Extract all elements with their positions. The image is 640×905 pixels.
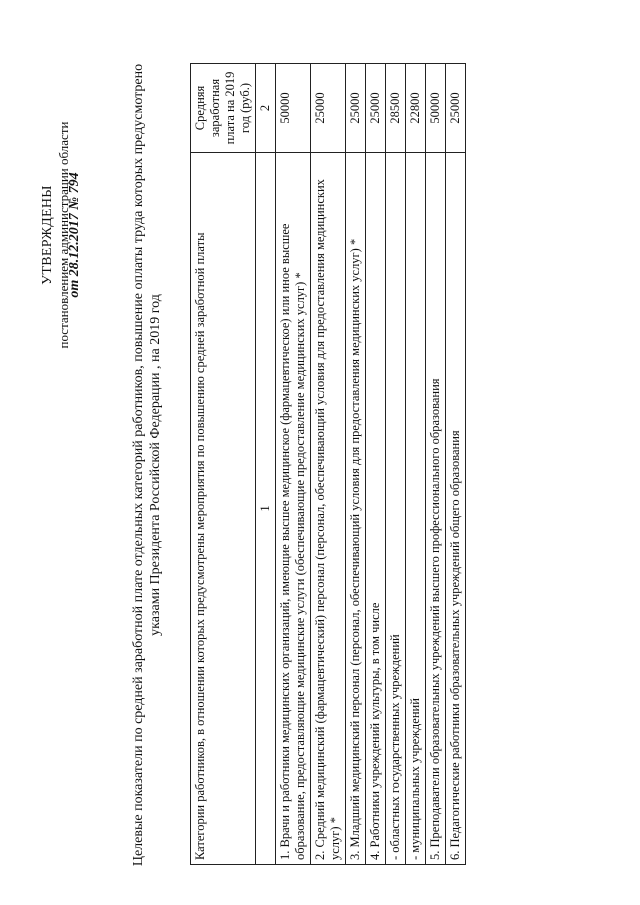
column-number-row (256, 64, 276, 865)
salary-value-cell: 25000 (366, 64, 386, 153)
category-cell: 2. Средний медицинский (фармацевтический) персонал (персонал, обеспечивающий условия для предоставления медицинских услуг) * (311, 153, 346, 865)
column-number-1: 1 (256, 153, 276, 865)
salary-value-cell: 25000 (311, 64, 346, 153)
approved-handwritten-date: от 28.12.2017 № 794 (67, 172, 82, 298)
category-cell: 5. Преподаватели образовательных учреждений высшего профессионального образования (426, 153, 446, 865)
salary-value-cell: 50000 (426, 64, 446, 153)
column-header-categories: Категории работников, в отношении которых предусмотрены мероприятия по повышению средней заработной платы (191, 153, 256, 865)
salary-value-cell: 50000 (276, 64, 311, 153)
category-cell: 6. Педагогические работники образовательных учреждений общего образования (446, 153, 466, 865)
approved-heading: УТВЕРЖДЕНЫ (40, 185, 55, 285)
salary-value-cell: 25000 (346, 64, 366, 153)
category-cell: - областных государственных учреждений (386, 153, 406, 865)
salary-value-cell: 25000 (446, 64, 466, 153)
category-cell: 3. Младший медицинский персонал (персонал, обеспечивающий условия для предоставления медицинских услуг) * (346, 153, 366, 865)
salary-targets-table (190, 63, 466, 865)
table-row (386, 64, 406, 865)
table-row (446, 64, 466, 865)
table-row (366, 64, 386, 865)
table-row (426, 64, 446, 865)
approved-decree-line: постановлением администрации области (56, 121, 71, 349)
category-cell: 1. Врачи и работники медицинских организаций, имеющие высшее медицинское (фармацевтическое) или иное высшее образование, предоставляющие медицинские услуги (обеспечивающие предоставление медицинских услуг) * (276, 153, 311, 865)
column-number-2: 2 (256, 64, 276, 153)
table-row (346, 64, 366, 865)
salary-value-cell: 22800 (406, 64, 426, 153)
table-row (406, 64, 426, 865)
table-row (276, 64, 311, 865)
table-row (311, 64, 346, 865)
category-cell: - муниципальных учреждений (406, 153, 426, 865)
document-title: Целевые показатели по средней заработной плате отдельных категорий работников, повышение оплаты труда которых предусмотрено указами Президента Российской Федерации , на 2019 год (131, 63, 163, 867)
approval-block (40, 70, 82, 400)
category-cell: 4. Работники учреждений культуры, в том числе (366, 153, 386, 865)
column-header-average-salary: Средняя заработная плата на 2019 год (руб.) (191, 64, 256, 153)
salary-value-cell: 28500 (386, 64, 406, 153)
